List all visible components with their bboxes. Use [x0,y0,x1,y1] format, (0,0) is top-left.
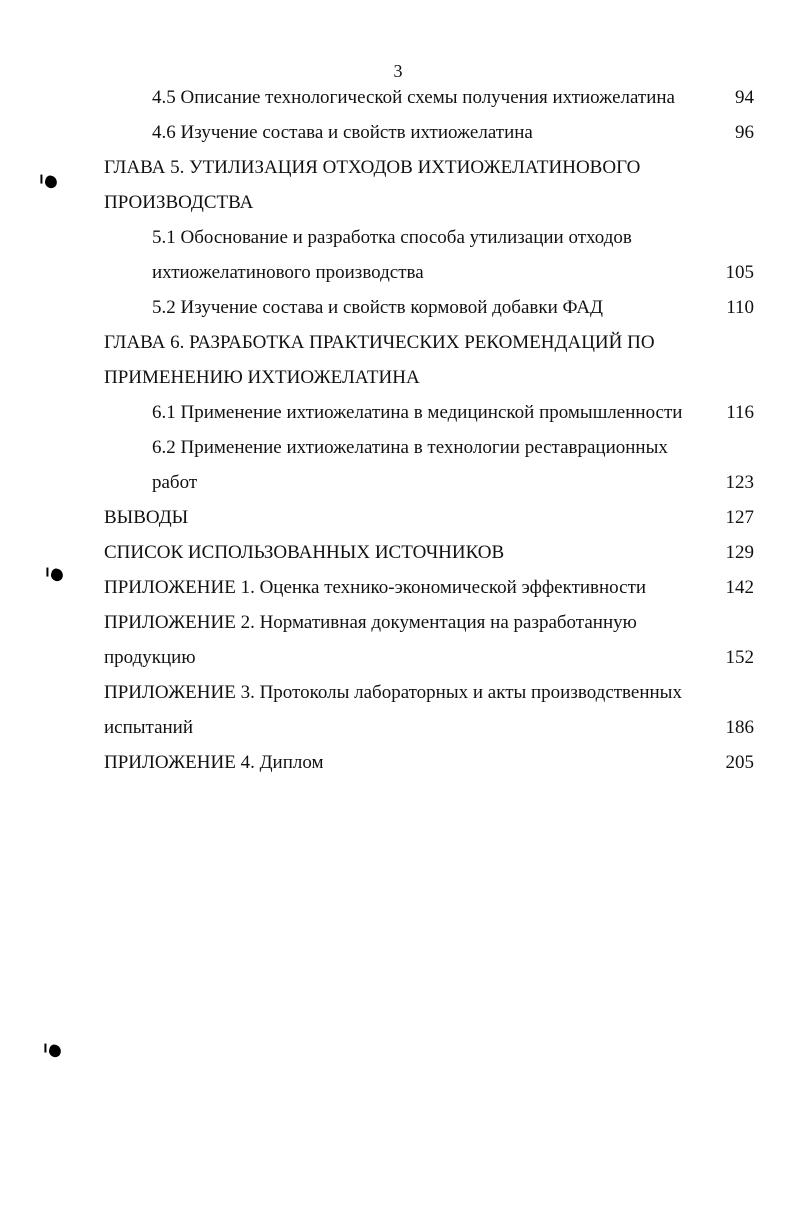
toc-entry-title-line: ПРИМЕНЕНИЮ ИХТИОЖЕЛАТИНА [104,367,420,388]
toc-entry-title-line: ПРИЛОЖЕНИЕ 4. Диплом [104,752,324,773]
table-of-contents [0,80,796,780]
toc-entry [0,220,796,290]
toc-entry-title-line: ПРИЛОЖЕНИЕ 3. Протоколы лабораторных и акты производственных [104,682,682,703]
toc-entry [0,430,796,500]
toc-entry-page: 110 [726,297,754,318]
toc-entry-title [0,325,796,395]
punch-mark [47,1043,62,1058]
toc-entry-title-line: 4.5 Описание технологической схемы получения ихтиожелатина [152,87,675,108]
toc-entry-title-line: испытаний [104,717,194,738]
toc-entry-title [0,605,796,675]
toc-entry-title [0,535,796,570]
toc-entry-title-line: 5.2 Изучение состава и свойств кормовой добавки ФАД [152,297,604,318]
toc-entry-title-line: 5.1 Обоснование и разработка способа утилизации отходов [152,227,632,248]
toc-entry [0,150,796,220]
toc-entry-page: 205 [725,752,754,773]
toc-entry-title-line: СПИСОК ИСПОЛЬЗОВАННЫХ ИСТОЧНИКОВ [104,542,505,563]
toc-entry-page: 116 [726,402,754,423]
toc-entry-title-line: ПРИЛОЖЕНИЕ 1. Оценка технико-экономической эффективности [104,577,647,598]
toc-entry-title-line: 6.2 Применение ихтиожелатина в технологии реставрационных [152,437,668,458]
toc-entry [0,290,796,325]
page-number: 3 [393,61,403,81]
toc-entry-page: 127 [725,507,754,528]
toc-entry-page: 129 [725,542,754,563]
toc-entry-title-line: ВЫВОДЫ [104,507,189,528]
toc-entry [0,395,796,430]
toc-entry [0,115,796,150]
toc-entry [0,500,796,535]
toc-entry-title [0,395,796,430]
toc-entry-title [0,745,796,780]
toc-entry-title-line: 4.6 Изучение состава и свойств ихтиожелатина [152,122,533,143]
toc-entry-title [0,220,796,290]
toc-entry-title-line: работ [152,472,198,493]
toc-entry-page: 96 [735,122,754,143]
toc-entry-title-line: ПРИЛОЖЕНИЕ 2. Нормативная документация на разработанную [104,612,637,633]
toc-entry-page: 105 [725,262,754,283]
toc-entry-title [0,570,796,605]
toc-entry-title-line: ПРОИЗВОДСТВА [104,192,254,213]
toc-entry-title [0,290,796,325]
toc-entry-title [0,150,796,220]
toc-entry-page: 186 [725,717,754,738]
toc-entry-title-line: ГЛАВА 5. УТИЛИЗАЦИЯ ОТХОДОВ ИХТИОЖЕЛАТИНОВОГО [104,157,641,178]
toc-entry [0,325,796,395]
toc-entry-title [0,675,796,745]
toc-entry-page: 152 [725,647,754,668]
toc-entry [0,535,796,570]
toc-entry-page: 94 [735,87,754,108]
toc-entry-title-line: ихтиожелатинового производства [152,262,424,283]
toc-entry-title-line: ГЛАВА 6. РАЗРАБОТКА ПРАКТИЧЕСКИХ РЕКОМЕНДАЦИЙ ПО [104,332,655,353]
toc-entry [0,80,796,115]
toc-entry-title [0,80,796,115]
toc-entry-title [0,115,796,150]
toc-entry [0,570,796,605]
toc-entry [0,745,796,780]
toc-entry-page: 142 [725,577,754,598]
toc-entry-page: 123 [725,472,754,493]
toc-entry-title [0,500,796,535]
toc-entry [0,675,796,745]
toc-entry-title-line: продукцию [104,647,196,668]
toc-entry [0,605,796,675]
toc-entry-title [0,430,796,500]
toc-entry-title-line: 6.1 Применение ихтиожелатина в медицинской промышленности [152,402,683,423]
